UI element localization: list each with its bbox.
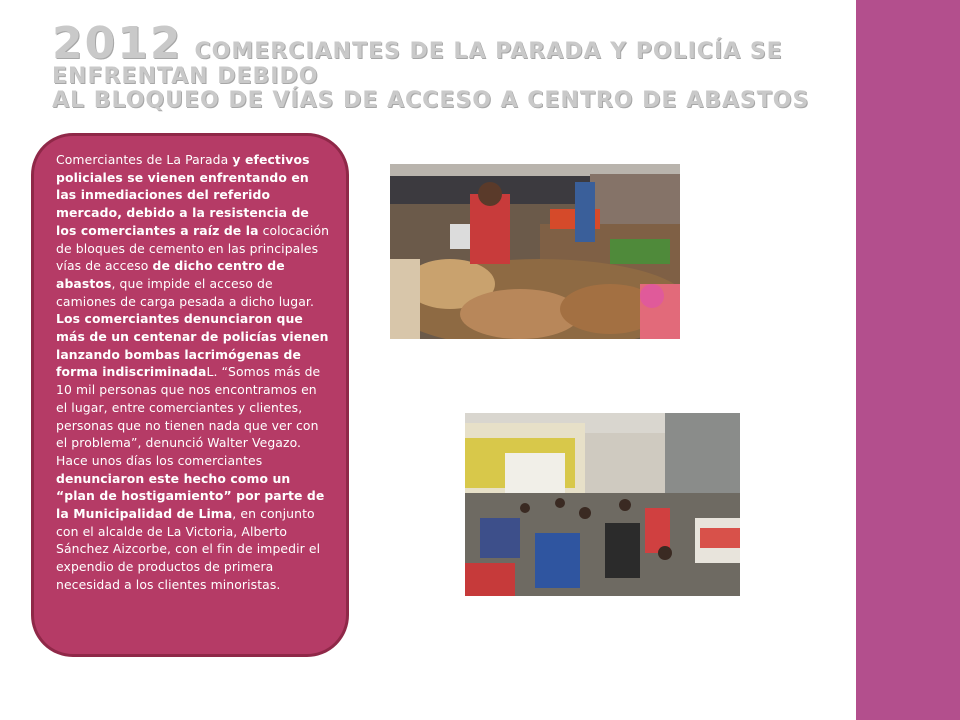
market-photo — [390, 164, 680, 339]
title-line-2: AL BLOQUEO DE VÍAS DE ACCESO A CENTRO DE ABASTOS — [52, 88, 810, 113]
street-photo — [465, 413, 740, 596]
paragraph-1: Comerciantes de La Parada y efectivos policiales se vienen enfrentando en las inmediaciones del referido mercado, debido a la resistencia de los comerciantes a raíz de la colocación de bloques de cemento en las principales vías de acceso de dicho centro de abastos, que impide el acceso de camiones de carga pesada a dicho lugar. — [56, 152, 330, 309]
right-accent-band — [856, 0, 960, 720]
slide-title — [52, 18, 842, 113]
title-line-1: COMERCIANTES DE LA PARADA Y POLICÍA SE ENFRENTAN DEBIDO — [52, 39, 783, 89]
title-year: 2012 — [52, 18, 183, 69]
text-panel — [31, 133, 349, 657]
article-text — [56, 151, 332, 594]
paragraph-3: Hace unos días los comerciantes denunciaron este hecho como un “plan de hostigamiento” por parte de la Municipalidad de Lima, en conjunto con el alcalde de La Victoria, Alberto Sánchez Aizcorbe, con el fin de impedir el expendio de productos de primera necesidad a los clientes minoristas. — [56, 452, 325, 592]
paragraph-2: Los comerciantes denunciaron que más de un centenar de policías vienen lanzando bombas lacrimógenas de forma indiscriminadaL. “Somos más de 10 mil personas que nos encontramos en el lugar, entre comerciantes y clientes, personas que no tienen nada que ver con el problema”, denunció Walter Vegazo. — [56, 311, 329, 451]
